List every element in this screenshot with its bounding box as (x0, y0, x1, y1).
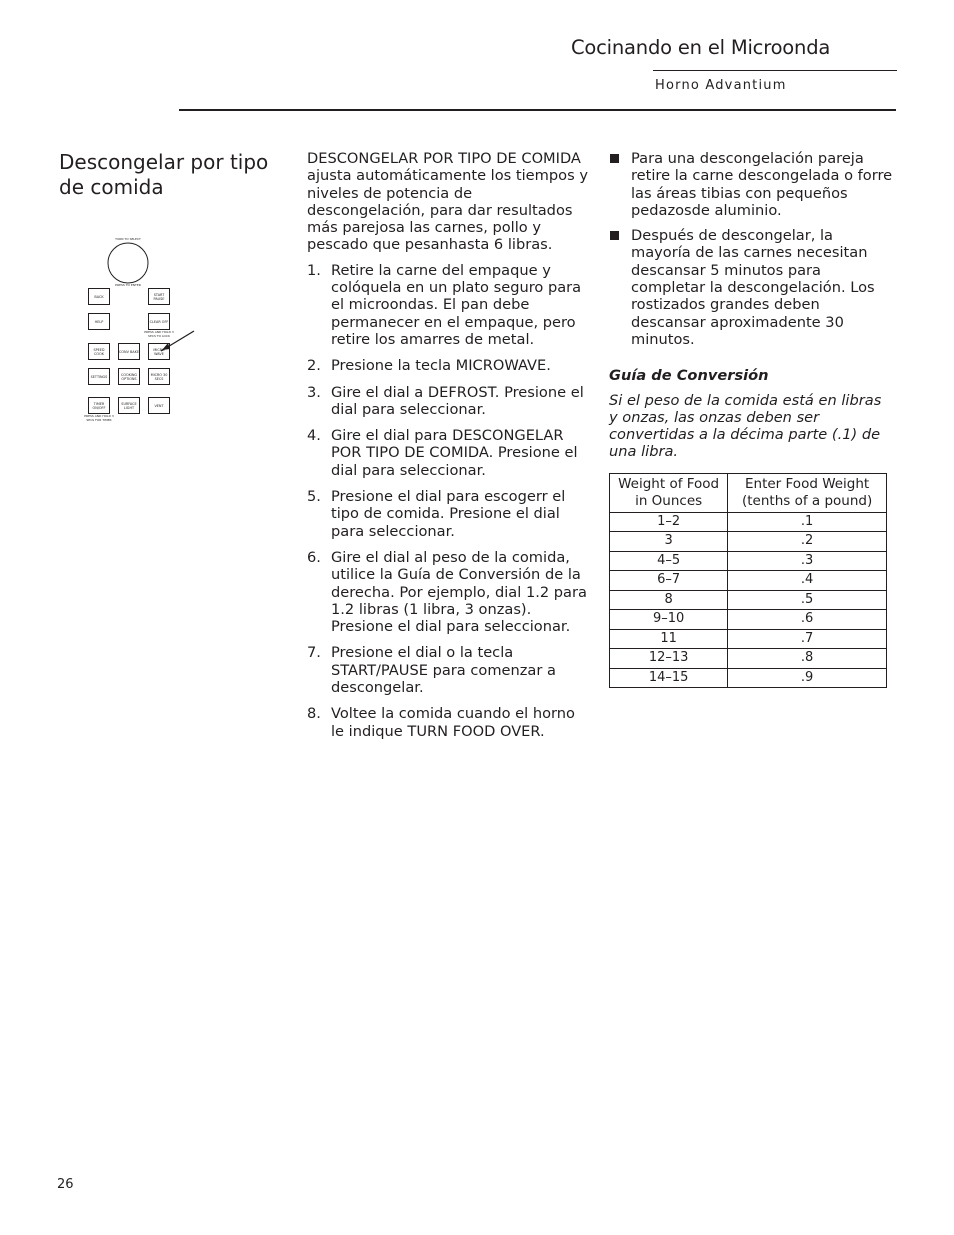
key-vent: VENT (148, 397, 170, 414)
key-clear-off: CLEAR OFF (148, 313, 170, 330)
table-row: 8 .5 (610, 590, 887, 610)
control-panel-illustration (86, 236, 198, 426)
list-item: 5. Presione el dial para escogerr el tipo de comida. Presione el dial para seleccionar. (307, 488, 566, 540)
header-rule (179, 109, 896, 111)
list-item: 8. Voltee la comida cuando el horno le indique TURN FOOD OVER. (307, 705, 575, 740)
dial-bottom-label: PRESS TO ENTER (115, 283, 141, 287)
list-item: 3. Gire el dial a DEFROST. Presione el dial para seleccionar. (307, 383, 584, 418)
table-row: 6–7 .4 (610, 571, 887, 591)
list-item: 6. Gire el dial al peso de la comida, utilice la Guía de Conversión de la derecha. Por ejemplo, dial 1.2 para 1.2 libras (1 libra, 3 onzas). Presione el dial para seleccionar. (307, 548, 587, 636)
section-title: Descongelar por tipo de comida (59, 150, 269, 199)
guide-text: Si el peso de la comida está en libras y onzas, las onzas deben ser convertidas a la décima parte (.1) de una libra. (609, 391, 882, 461)
list-item: 1. Retire la carne del empaque y colóquela en un plato seguro para el microondas. El pan debe permanecer en el empaque, pero retire los amarres de metal. (307, 261, 582, 348)
list-item: 4. Gire el dial para DESCONGELAR POR TIPO DE COMIDA. Presione el dial para seleccionar. (307, 427, 578, 479)
key-micro-30: MICRO 30 SECS (148, 368, 170, 385)
key-help: HELP (88, 313, 110, 330)
instructions-column (307, 150, 589, 749)
key-surface-light: SURFACE LIGHT (118, 397, 140, 414)
conversion-table (609, 473, 887, 689)
key-microwave: MICRO WAVE (148, 343, 170, 360)
key-conv-bake: CONV BAKE (118, 343, 140, 360)
key-cooking-options: COOKING OPTIONS (118, 368, 140, 385)
table-row: 9–10 .6 (610, 610, 887, 630)
square-bullet-icon (610, 154, 619, 163)
header-rule-short (653, 70, 897, 71)
tips-column (609, 150, 894, 688)
table-row: 14–15 .9 (610, 668, 887, 688)
key-start-pause: START PAUSE (148, 288, 170, 305)
table-header-row (610, 473, 887, 512)
tip-item: Para una descongelación pareja retire la carne descongelada o forre las áreas tibias con pequeños pedazosde aluminio. (609, 150, 894, 219)
clear-note: PRESS AND HOLD 3 SECS TO LOCK (144, 330, 174, 338)
key-settings: SETTINGS (88, 368, 110, 385)
table-row: 1–2 .1 (610, 512, 887, 532)
chapter-subtitle: Horno Advantium (655, 78, 787, 93)
timer-note: PRESS AND HOLD 3 SECS FOR TIMER (84, 414, 114, 422)
table-header: Enter Food Weight (tenths of a pound) (728, 473, 887, 512)
key-back: BACK (88, 288, 110, 305)
guide-title: Guía de Conversión (609, 367, 769, 385)
table-row: 11 .7 (610, 629, 887, 649)
tip-item: Después de descongelar, la mayoría de las carnes necesitan descansar 5 minutos para completar la descongelación. Los rostizados grandes deben descansar aproximadente 30 minutos. (609, 227, 894, 348)
key-timer: TIMER ON/OFF (88, 397, 110, 414)
steps-list (307, 262, 589, 740)
intro-paragraph: DESCONGELAR POR TIPO DE COMIDA ajusta automáticamente los tiempos y niveles de potencia de descongelación, para dar resultados más parejosa las carnes, pollo y pescado que pesanhasta 6 libras. (307, 150, 588, 254)
table-row: 3 .2 (610, 532, 887, 552)
chapter-title: Cocinando en el Microonda (571, 36, 831, 59)
table-row: 12–13 .8 (610, 649, 887, 669)
key-speed-cook: SPEED COOK (88, 343, 110, 360)
list-item: 7. Presione el dial o la tecla START/PAUSE para comenzar a descongelar. (307, 644, 556, 697)
dial-top-label: TURN TO SELECT (115, 237, 141, 241)
table-row: 4–5 .3 (610, 551, 887, 571)
square-bullet-icon (610, 231, 619, 240)
page-number: 26 (57, 1177, 74, 1192)
table-header: Weight of Food in Ounces (610, 473, 728, 512)
list-item: 2. Presione la tecla MICROWAVE. (307, 357, 551, 375)
